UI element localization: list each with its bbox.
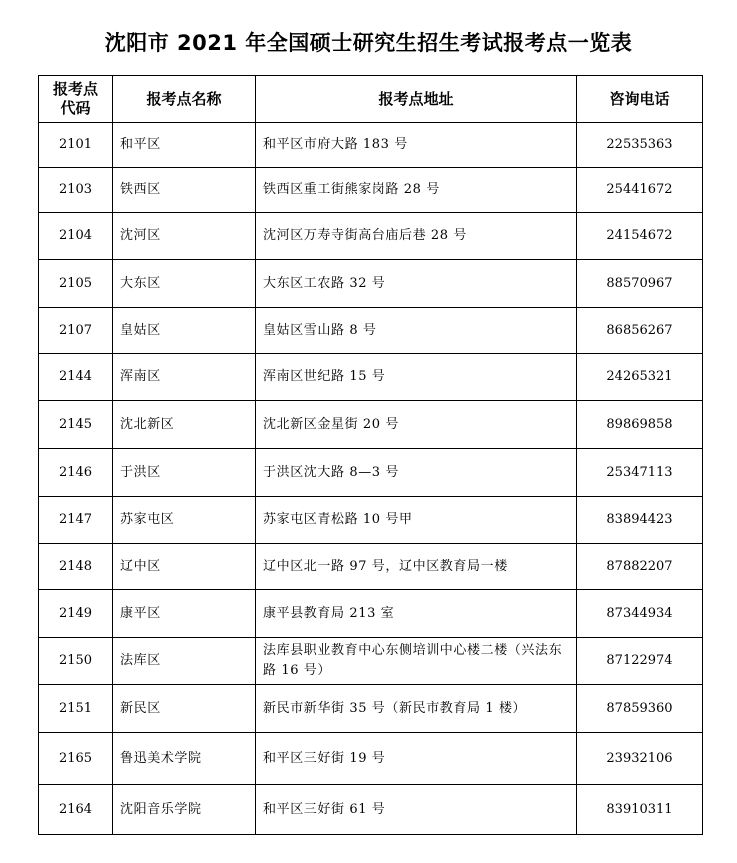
- cell-phone: 25441672: [577, 168, 703, 213]
- table-row: [39, 260, 703, 308]
- cell-address: 辽中区北一路 97 号，辽中区教育局一楼: [256, 544, 577, 590]
- cell-address: 康平县教育局 213 室: [256, 590, 577, 638]
- cell-address: 和平区三好街 19 号: [256, 733, 577, 785]
- table-row: [39, 123, 703, 168]
- cell-phone: 25347113: [577, 449, 703, 497]
- cell-name: 苏家屯区: [113, 497, 256, 544]
- cell-code: 2165: [39, 733, 113, 785]
- cell-phone: 83894423: [577, 497, 703, 544]
- cell-name: 大东区: [113, 260, 256, 308]
- cell-phone: 83910311: [577, 785, 703, 835]
- cell-phone: 88570967: [577, 260, 703, 308]
- header-name: 报考点名称: [113, 76, 256, 123]
- cell-phone: 87859360: [577, 685, 703, 733]
- cell-address: 大东区工农路 32 号: [256, 260, 577, 308]
- table-row: [39, 733, 703, 785]
- cell-code: 2103: [39, 168, 113, 213]
- table-row: [39, 308, 703, 354]
- cell-address: 沈河区万寿寺街高台庙后巷 28 号: [256, 213, 577, 260]
- cell-name: 沈河区: [113, 213, 256, 260]
- cell-phone: 24265321: [577, 354, 703, 401]
- cell-address: 新民市新华街 35 号（新民市教育局 1 楼）: [256, 685, 577, 733]
- cell-code: 2164: [39, 785, 113, 835]
- table-row: [39, 449, 703, 497]
- cell-address: 和平区市府大路 183 号: [256, 123, 577, 168]
- cell-phone: 24154672: [577, 213, 703, 260]
- header-code: [39, 76, 113, 123]
- table-row: [39, 785, 703, 835]
- exam-sites-table: [38, 75, 703, 835]
- cell-code: 2107: [39, 308, 113, 354]
- header-code-line1: 报考点: [52, 80, 98, 98]
- cell-name: 浑南区: [113, 354, 256, 401]
- cell-phone: 86856267: [577, 308, 703, 354]
- cell-phone: 22535363: [577, 123, 703, 168]
- cell-name: 辽中区: [113, 544, 256, 590]
- cell-code: 2146: [39, 449, 113, 497]
- cell-address: 法库县职业教育中心东侧培训中心楼二楼（兴法东路 16 号）: [256, 638, 577, 685]
- cell-address: 苏家屯区青松路 10 号甲: [256, 497, 577, 544]
- table-row: [39, 638, 703, 685]
- cell-address: 于洪区沈大路 8—3 号: [256, 449, 577, 497]
- table-row: [39, 685, 703, 733]
- table-row: [39, 497, 703, 544]
- cell-address: 沈北新区金星街 20 号: [256, 401, 577, 449]
- table-header-row: [39, 76, 703, 123]
- cell-name: 和平区: [113, 123, 256, 168]
- cell-name: 沈北新区: [113, 401, 256, 449]
- header-code-line2: 代码: [60, 99, 91, 117]
- cell-name: 新民区: [113, 685, 256, 733]
- cell-code: 2105: [39, 260, 113, 308]
- cell-code: 2104: [39, 213, 113, 260]
- cell-address: 浑南区世纪路 15 号: [256, 354, 577, 401]
- cell-address: 铁西区重工街熊家岗路 28 号: [256, 168, 577, 213]
- table-row: [39, 354, 703, 401]
- cell-name: 于洪区: [113, 449, 256, 497]
- cell-code: 2149: [39, 590, 113, 638]
- cell-code: 2145: [39, 401, 113, 449]
- cell-name: 康平区: [113, 590, 256, 638]
- cell-address: 和平区三好街 61 号: [256, 785, 577, 835]
- header-address: 报考点地址: [256, 76, 577, 123]
- header-phone: 咨询电话: [577, 76, 703, 123]
- table-row: [39, 401, 703, 449]
- table-row: [39, 590, 703, 638]
- cell-address: 皇姑区雪山路 8 号: [256, 308, 577, 354]
- cell-phone: 87882207: [577, 544, 703, 590]
- cell-code: 2148: [39, 544, 113, 590]
- cell-phone: 89869858: [577, 401, 703, 449]
- cell-phone: 87344934: [577, 590, 703, 638]
- cell-code: 2150: [39, 638, 113, 685]
- cell-phone: 87122974: [577, 638, 703, 685]
- table-row: [39, 213, 703, 260]
- cell-phone: 23932106: [577, 733, 703, 785]
- table-row: [39, 544, 703, 590]
- cell-name: 铁西区: [113, 168, 256, 213]
- cell-name: 沈阳音乐学院: [113, 785, 256, 835]
- cell-name: 鲁迅美术学院: [113, 733, 256, 785]
- cell-name: 皇姑区: [113, 308, 256, 354]
- table-row: [39, 168, 703, 213]
- cell-code: 2101: [39, 123, 113, 168]
- cell-code: 2144: [39, 354, 113, 401]
- page-title: 沈阳市 2021 年全国硕士研究生招生考试报考点一览表: [104, 31, 633, 55]
- table-body: [39, 123, 703, 835]
- cell-code: 2151: [39, 685, 113, 733]
- cell-code: 2147: [39, 497, 113, 544]
- cell-name: 法库区: [113, 638, 256, 685]
